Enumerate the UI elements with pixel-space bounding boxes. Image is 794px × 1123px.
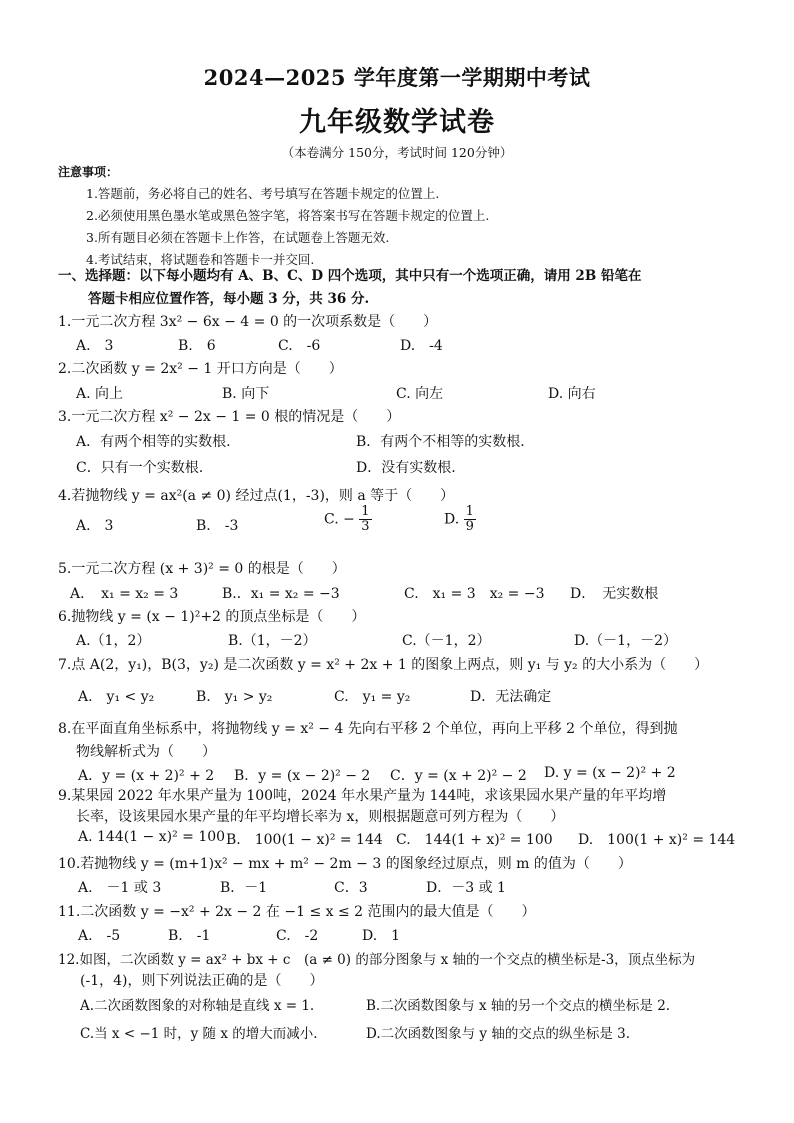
option-c-label: C. −: [324, 511, 355, 528]
option-d: D.二次函数图象与 y 轴的交点的纵坐标是 3.: [366, 1026, 631, 1042]
section-heading-line: 答题卡相应位置作答，每小题 3 分，共 36 分.: [88, 291, 370, 307]
option-a: A. 向上: [76, 386, 124, 402]
option-b: B. -1: [168, 928, 211, 944]
option-d: D．无法确定: [470, 689, 552, 705]
option-d: [444, 505, 476, 534]
question-stem: 9.某果园 2022 年水果产量为 100吨，2024 年水果产量为 144吨，求该果园水果产量的年平均增: [58, 788, 667, 804]
section-heading: [58, 265, 748, 311]
notice-item: 4.考试结束，将试题卷和答题卡一并交回.: [86, 252, 315, 267]
option-a: A. y₁ < y₂: [78, 689, 155, 705]
option-c: C．只有一个实数根.: [76, 460, 204, 476]
option-b: B．－1: [220, 880, 268, 896]
option-d-label: D.: [444, 511, 460, 528]
question-stem: 2.二次函数 y = 2x² − 1 开口方向是（ ）: [58, 361, 343, 377]
option-c: [324, 505, 372, 534]
option-c: C．y = (x + 2)² − 2: [390, 768, 527, 784]
exam-subject-title: 九年级数学试卷: [299, 107, 495, 138]
option-d: D. 100(1 + x)² = 144: [578, 832, 736, 848]
question-stem: 8.在平面直角坐标系中，将抛物线 y = x² − 4 先向右平移 2 个单位，再向上平移 2 个单位，得到抛: [58, 721, 678, 737]
notice-item: 3.所有题目必须在答题卡上作答，在试题卷上答题无效.: [86, 230, 390, 245]
option-c: C. x₁ = 3 x₂ = −3: [404, 586, 545, 602]
option-a: A. 3: [76, 518, 114, 534]
question-stem: 4.若抛物线 y = ax²(a ≠ 0) 经过点(1，-3)，则 a 等于（ ）: [58, 488, 455, 504]
question-stem: 长率，设该果园水果产量的年平均增长率为 x，则根据题意可列方程为（ ）: [76, 809, 565, 825]
option-d: D.（－1，－2）: [574, 633, 677, 649]
option-d: D. 向右: [548, 386, 596, 402]
option-c: C. y₁ = y₂: [334, 689, 411, 705]
option-d: D. y = (x − 2)² + 2: [544, 765, 676, 781]
fraction: [359, 505, 371, 534]
fraction-numerator: 1: [465, 504, 474, 519]
fraction-denominator: 9: [465, 519, 474, 534]
option-b: B.（1，－2）: [228, 633, 317, 649]
fraction: [464, 505, 476, 534]
option-c: C.当 x < −1 时，y 随 x 的增大而减小.: [80, 1026, 318, 1042]
question-stem: 物线解析式为（ ）: [76, 744, 216, 760]
question-stem: 1.一元二次方程 3x² − 6x − 4 = 0 的一次项系数是（ ）: [58, 314, 438, 330]
option-a: A.二次函数图象的对称轴是直线 x = 1.: [80, 998, 315, 1014]
option-c: C. 向左: [396, 386, 444, 402]
question-stem: 3.一元二次方程 x² − 2x − 1 = 0 根的情况是（ ）: [58, 409, 401, 425]
notice-item: 1.答题前，务必将自己的姓名、考号填写在答题卡规定的位置上.: [86, 186, 440, 201]
option-a: A. 3: [76, 338, 114, 354]
exam-title: 2024—2025 学年度第一学期期中考试: [203, 65, 591, 90]
option-a: A. －1 或 3: [78, 880, 162, 896]
option-b: B. 6: [178, 338, 216, 354]
option-b: B．有两个不相等的实数根.: [356, 434, 525, 450]
option-c: C. 144(1 + x)² = 100: [396, 832, 553, 848]
option-b: B. y₁ > y₂: [196, 689, 273, 705]
option-c: C. -2: [276, 928, 319, 944]
section-heading-line: 一、选择题：以下每小题均有 A、B、C、D 四个选项，其中只有一个选项正确，请用 2B 铅笔在: [58, 268, 642, 284]
option-a: A． x₁ = x₂ = 3: [70, 586, 179, 602]
option-d: D. 1: [362, 928, 401, 944]
option-b: B. 100(1 − x)² = 144: [226, 832, 383, 848]
option-b: B. 向下: [222, 386, 270, 402]
option-c: C. -6: [278, 338, 321, 354]
option-b: B. -3: [196, 518, 239, 534]
option-d: D．没有实数根.: [356, 460, 456, 476]
option-a: A. 144(1 − x)² = 100: [78, 829, 226, 845]
option-a: A. -5: [78, 928, 121, 944]
question-stem: 5.一元二次方程 (x + 3)² = 0 的根是（ ）: [58, 561, 346, 577]
fraction-numerator: 1: [361, 504, 370, 519]
option-c: C．3: [334, 880, 368, 896]
option-b: B.二次函数图象与 x 轴的另一个交点的横坐标是 2.: [366, 998, 671, 1014]
exam-info: （本卷满分 150分，考试时间 120分钟）: [281, 145, 513, 160]
option-a: A.（1，2）: [76, 633, 151, 649]
option-d: D. -4: [400, 338, 443, 354]
question-stem: 7.点 A(2，y₁)，B(3，y₂) 是二次函数 y = x² + 2x + 1 的图象上两点，则 y₁ 与 y₂ 的大小系为（ ）: [58, 657, 709, 673]
option-b: B．y = (x − 2)² − 2: [234, 768, 371, 784]
question-stem: 11.二次函数 y = −x² + 2x − 2 在 −1 ≤ x ≤ 2 范围内的最大值是（ ）: [58, 904, 536, 920]
notice-title: 注意事项：: [58, 165, 119, 179]
option-a: A．有两个相等的实数根.: [76, 434, 231, 450]
option-d: D． 无实数根: [570, 586, 659, 602]
option-d: D．－3 或 1: [426, 880, 506, 896]
question-stem: 12.如图，二次函数 y = ax² + bx + c (a ≠ 0) 的部分图象与 x 轴的一个交点的横坐标是-3，顶点坐标为: [58, 952, 696, 968]
question-stem: (-1，4)，则下列说法正确的是（ ）: [80, 973, 324, 989]
option-b: B.．x₁ = x₂ = −3: [222, 586, 340, 602]
question-stem: 6.抛物线 y = (x − 1)²+2 的顶点坐标是（ ）: [58, 609, 366, 625]
question-stem: 10.若抛物线 y = (m+1)x² − mx + m² − 2m − 3 的图象经过原点，则 m 的值为（ ）: [58, 856, 632, 872]
fraction-denominator: 3: [361, 519, 370, 534]
option-c: C.（－1，2）: [402, 633, 491, 649]
notice-item: 2.必须使用黑色墨水笔或黑色签字笔，将答案书写在答题卡规定的位置上.: [86, 208, 490, 223]
option-a: A．y = (x + 2)² + 2: [78, 768, 215, 784]
